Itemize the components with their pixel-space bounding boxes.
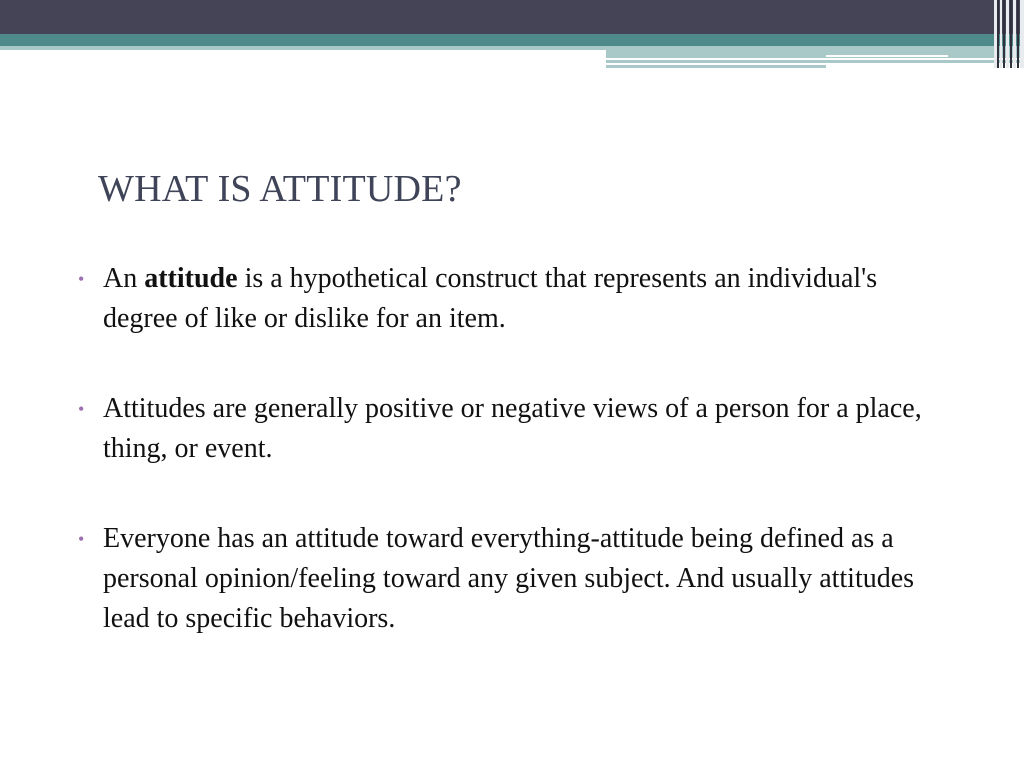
header-stripe [1003, 0, 1005, 68]
bullet-text-suffix: is a hypothetical construct that represents an individual's degree of like or dislike for an item. [103, 263, 878, 334]
bullet-text: Everyone has an attitude toward everything-attitude being defined as a personal opinion/feeling toward any given subject. And usually attitudes lead to specific behaviors. [103, 523, 915, 634]
header-right-band [606, 46, 1024, 58]
slide-title: WHAT IS ATTITUDE? [98, 168, 462, 210]
header-dark-band [0, 0, 1024, 34]
bullet-item [78, 389, 958, 469]
header-rule-line [606, 65, 826, 68]
header-teal-band [0, 34, 1024, 46]
bullet-icon: • [78, 529, 85, 549]
header-stripe [1013, 0, 1016, 68]
header-stripe [1006, 0, 1009, 68]
header-stripe [1020, 0, 1024, 68]
bullet-item [78, 519, 958, 639]
bullet-icon: • [78, 269, 85, 289]
header-stripe [1010, 0, 1012, 68]
bullet-text: Attitudes are generally positive or negative views of a person for a place, thing, or event. [103, 393, 922, 464]
bullet-icon: • [78, 399, 85, 419]
header-rule-line [606, 60, 1024, 63]
header-rule-line [826, 55, 948, 57]
header-stripe [1017, 0, 1019, 68]
header-pale-band [0, 46, 606, 50]
bullet-item [78, 259, 958, 339]
bullet-list [78, 259, 958, 689]
header-stripe [997, 0, 999, 68]
bullet-bold-term: attitude [144, 263, 238, 294]
header-stripe [1000, 0, 1002, 68]
bullet-text-prefix: An [103, 263, 145, 294]
